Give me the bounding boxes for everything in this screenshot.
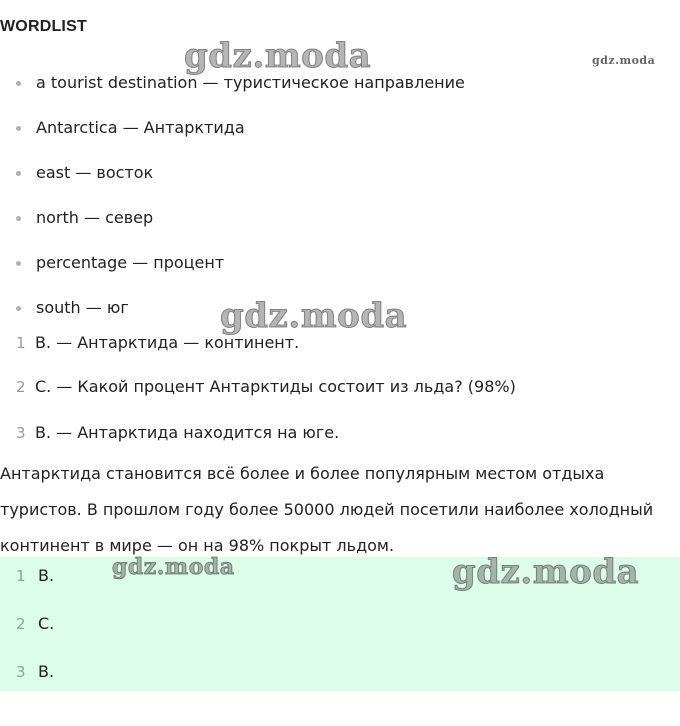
item-text: B. — Антарктида находится на юге.: [35, 423, 340, 442]
wordlist-heading: WORDLIST: [0, 18, 87, 35]
item-number: 2: [16, 378, 26, 396]
wordlist-item-text: east — восток: [36, 163, 154, 182]
answer-text: C.: [38, 614, 55, 633]
wordlist-item-text: Antarctica — Антарктида: [36, 118, 245, 137]
item-text: C. — Какой процент Антарктиды состоит из льда? (98%): [35, 377, 516, 396]
answer-number: 3: [16, 663, 26, 681]
bullet-icon: [16, 126, 21, 131]
wordlist-item-text: a tourist destination — туристическое направление: [36, 73, 465, 92]
bullet-icon: [16, 171, 21, 176]
item-text: B. — Антарктида — континент.: [35, 333, 300, 352]
watermark-logo: gdz.moda: [452, 552, 640, 592]
bullet-icon: [16, 261, 21, 266]
wordlist-item-text: north — север: [36, 208, 154, 227]
watermark-logo: gdz.moda: [220, 296, 408, 336]
bullet-icon: [16, 81, 21, 86]
item-number: 1: [16, 334, 26, 352]
answer-number: 2: [16, 615, 26, 633]
watermark-logo: gdz.moda: [592, 54, 656, 67]
wordlist-item-text: percentage — процент: [36, 253, 225, 272]
answer-number: 1: [16, 567, 26, 585]
item-number: 3: [16, 424, 26, 442]
wordlist-item-text: south — юг: [36, 298, 129, 317]
translation-paragraph: Антарктида становится всё более и более популярным местом отдыха туристов. В прошлом году более 50000 людей посетили наиболее холодный континент в мире — он на 98% покрыт льдом.: [0, 464, 654, 555]
bullet-icon: [16, 306, 21, 311]
answer-text: B.: [38, 662, 55, 681]
watermark-logo: gdz.moda: [112, 554, 235, 580]
watermark-logo: gdz.moda: [184, 36, 372, 76]
bullet-icon: [16, 216, 21, 221]
answer-text: B.: [38, 566, 55, 585]
